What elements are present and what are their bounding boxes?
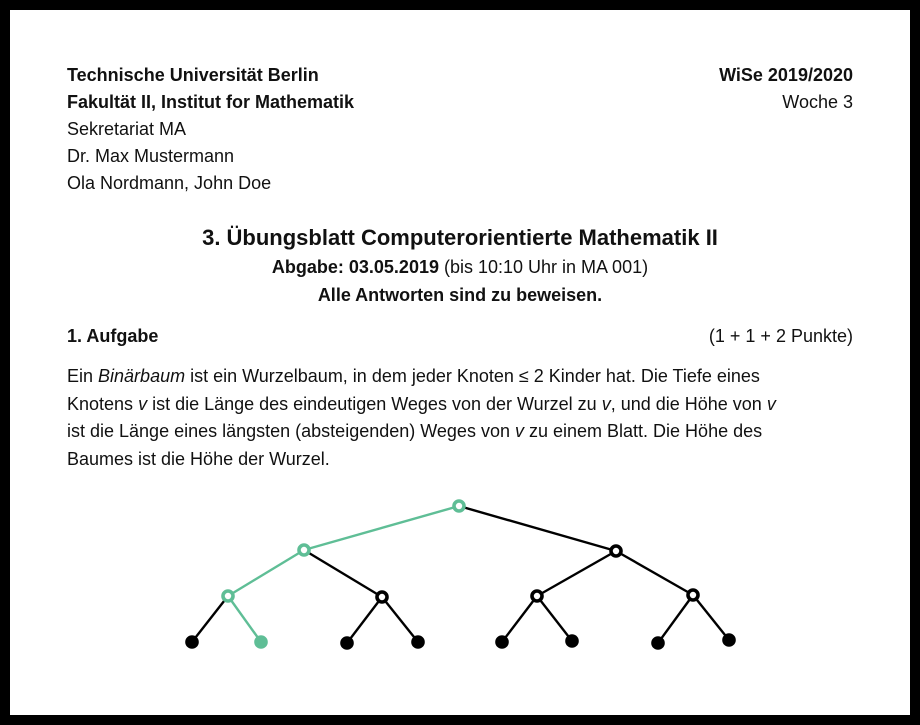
tree-node-open [454, 501, 464, 511]
exercise-label: 1. Aufgabe [67, 326, 159, 346]
paragraph-line: Knotens v ist die Länge des eindeutigen Weges von der Wurzel zu v, und die Höhe von v [67, 393, 776, 414]
header-line: Sekretariat MA [67, 119, 187, 139]
tree-edge [537, 596, 572, 641]
tree-node-open [611, 546, 621, 556]
header-line: WiSe 2019/2020 [719, 65, 853, 85]
tree-edge [382, 597, 418, 642]
tree-node-leaf [565, 634, 579, 648]
tree-edge [502, 596, 537, 642]
tree-node-open [299, 545, 309, 555]
tree-node-open [377, 592, 387, 602]
tree-edge [192, 596, 228, 642]
tree-node-leaf [651, 636, 665, 650]
tree-node-leaf [722, 633, 736, 647]
header-right-block [719, 62, 853, 116]
deadline-line [67, 253, 853, 281]
header-line: Technische Universität Berlin [67, 65, 319, 85]
tree-edge [347, 597, 382, 643]
tree-node-leaf [495, 635, 509, 649]
header [67, 62, 853, 197]
tree-edge [304, 506, 459, 550]
deadline-details: (bis 10:10 Uhr in MA 001) [438, 257, 649, 277]
tree-node-open [532, 591, 542, 601]
exercise-header-row [67, 323, 853, 350]
exercise-text [67, 363, 853, 473]
deadline-date: Abgabe: 03.05.2019 [271, 257, 439, 277]
paragraph-line: Ein Binärbaum ist ein Wurzelbaum, in dem jeder Knoten ≤ 2 Kinder hat. Die Tiefe eines [67, 366, 760, 386]
tree-edge [537, 551, 616, 596]
tree-node-leaf [411, 635, 425, 649]
header-line: Woche 3 [782, 92, 853, 112]
tree-edge [693, 595, 729, 640]
tree-edge [228, 550, 304, 596]
tree-node-leaf [254, 635, 268, 649]
tree-edge [228, 596, 261, 642]
page-content [10, 62, 910, 473]
sheet-title: 3. Übungsblatt Computerorientierte Mathematik II [202, 225, 718, 250]
note-line: Alle Antworten sind zu beweisen. [317, 285, 603, 305]
tree-edge [616, 551, 693, 595]
tree-node-open [223, 591, 233, 601]
paragraph-line: Baumes ist die Höhe der Wurzel. [67, 448, 330, 469]
tree-node-leaf [340, 636, 354, 650]
tree-edge [304, 550, 382, 597]
tree-edge [658, 595, 693, 643]
header-line: Ola Nordmann, John Doe [67, 173, 272, 193]
paragraph-line: ist die Länge eines längsten (absteigenden) Weges von v zu einem Blatt. Die Höhe des [67, 421, 763, 441]
header-line: Fakultät II, Institut for Mathematik [67, 92, 355, 112]
header-line: Dr. Max Mustermann [67, 146, 235, 166]
tree-node-open [688, 590, 698, 600]
exercise-points: (1 + 1 + 2 Punkte) [708, 326, 853, 346]
tree-node-leaf [185, 635, 199, 649]
title-block [67, 223, 853, 309]
tree-edge [459, 506, 616, 551]
header-left-block [67, 62, 354, 197]
